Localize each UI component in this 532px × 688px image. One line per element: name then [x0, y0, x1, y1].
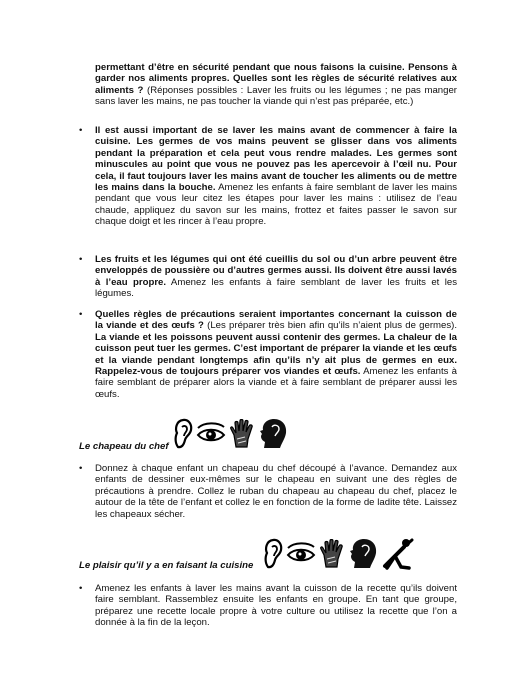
head-profile-icon [348, 538, 378, 570]
bullet: • [79, 309, 83, 320]
sense-icons-row [173, 417, 288, 451]
bullet: • [79, 125, 83, 136]
paragraph-text: Amenez les enfants à faire semblant de laver les mains pendant que vous leur citez les étapes pour laver les mains : utilisez de l’eau chaude, appliquez du savon sur les mains, frottez et faites passer le savon sur chaque doigt et les rincer à l’eau propre. [95, 182, 457, 228]
bullet: • [79, 463, 83, 474]
paragraph-wash-hands [95, 125, 457, 228]
bullet: • [79, 254, 83, 265]
paragraph-cook-meat-eggs [95, 309, 457, 400]
section-heading-cooking-fun: Le plaisir qu’il y a en faisant la cuisine [79, 560, 254, 571]
eye-icon [196, 422, 226, 446]
paragraph-bold: Les fruits et les légumes qui ont été cueillis du sol ou d’un arbre peuvent être enveloppés de poussière ou d’autres germes aussi. Ils doivent être aussi lavés à l’eau propre. [95, 254, 457, 288]
paragraph-cooking-fun: Amenez les enfants à laver les mains avant la cuisson de la recette qu’ils doivent faire semblant. Rassemblez ensuite les enfants en groupe. En tant que groupe, préparez une recette locale propre à votre culture ou utilisez la recette que l’on a donnée à la fin de la leçon. [95, 583, 457, 629]
paragraph-bold: La viande et les poissons peuvent aussi contenir des germes. La chaleur de la cuisson peut tuer les germes. C’est important de préparer la viande et les œufs et la viande pendant longtemps afin qu’ils n’y ait plus de germes en eux. Rappelez-vous de toujours préparer vos viandes et œufs. [95, 331, 457, 378]
paragraph-chef-hat: Donnez à chaque enfant un chapeau du chef découpé à l’avance. Demandez aux enfants de dessiner eux-mêmes sur le chapeau en suivant une des règles de précautions à prendre. Collez le ruban du chapeau au chapeau du chef, placez le autour de la tête de l’enfant et collez le en fonction de la forme de ladite tête. Laissez les chapeaux sécher. [95, 463, 457, 520]
paragraph-bold: Il est aussi important de se laver les mains avant de commencer à faire la cuisine. Les germes de vos mains peuvent se glisser dans vos aliments pendant la préparation et cela peut vous rendre malades. Les germes sont minuscules au point que vous ne pouvez pas les apercevoir à l’œil nu. Pour cela, il faut toujours laver les mains avant de toucher les aliments ou de mettre les mains dans la bouche. [95, 125, 457, 194]
paragraph-bold: permettant d’être en sécurité pendant que nous faisons la cuisine. Pensons à garder nos aliments propres. Quelles sont les règles de sécurité relatives aux aliments ? [95, 62, 457, 96]
hand-icon [319, 539, 345, 569]
ear-icon [173, 417, 193, 451]
bullet: • [79, 583, 83, 594]
paragraph-text: (Réponses possibles : Laver les fruits ou les légumes ; ne pas manger sans laver les mains, ne pas toucher la viande qui n’est pas préparée, etc.) [95, 84, 457, 108]
ear-icon [263, 537, 283, 571]
hand-icon [229, 419, 255, 449]
paragraph-text: Amenez les enfants à faire semblant de préparer alors la viande et à faire semblant de préparer aussi les œufs. [95, 366, 457, 400]
paragraph-food-safety-continued [95, 62, 457, 108]
section-heading-chef-hat: Le chapeau du chef [79, 441, 169, 452]
paragraph-wash-vegetables [95, 254, 457, 300]
eye-icon [286, 542, 316, 566]
head-profile-icon [258, 418, 288, 450]
stretching-person-icon [381, 538, 415, 570]
paragraph-bold: Quelles règles de précautions seraient importantes concernant la cuisson de la viande et des œufs ? [95, 309, 457, 332]
sense-icons-row [263, 537, 415, 571]
paragraph-text: Amenez les enfants à faire semblant de laver les fruits et les légumes. [95, 276, 457, 300]
paragraph-text: (Les préparer très bien afin qu’ils n’aient plus de germes). [203, 320, 458, 332]
